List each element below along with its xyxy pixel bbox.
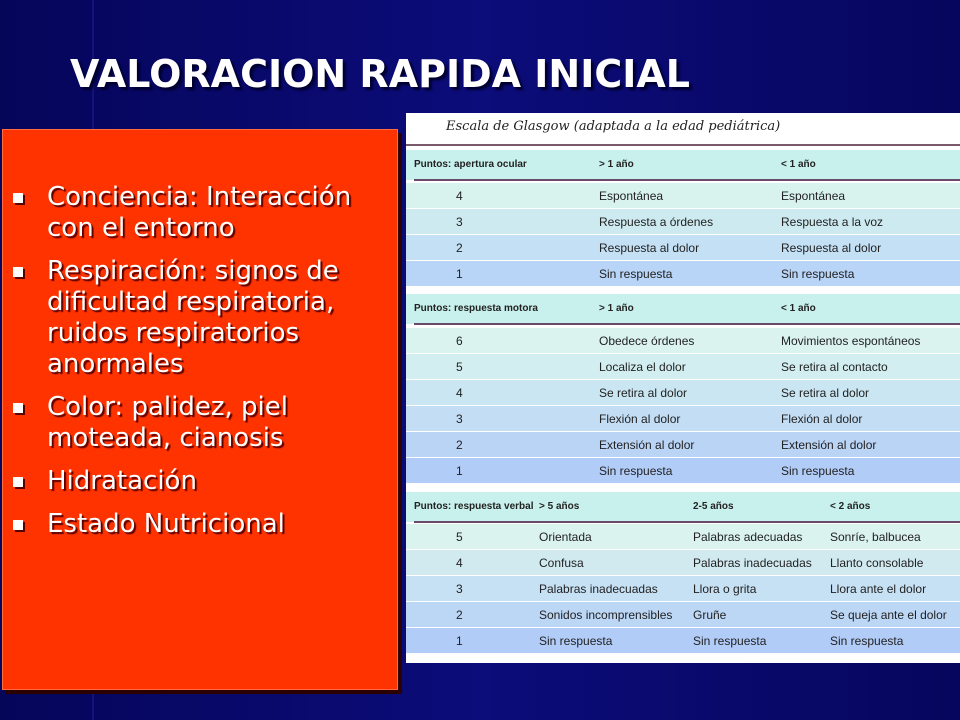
bullet-item — [3, 466, 395, 497]
response-cell: Obedece órdenes — [599, 334, 695, 348]
table-row — [406, 405, 960, 431]
bullet-square-icon — [13, 403, 23, 413]
column-header: Puntos: respuesta verbal — [414, 501, 534, 512]
score-cell: 4 — [456, 189, 463, 203]
table-row — [406, 260, 960, 286]
glasgow-scale-table — [406, 113, 960, 663]
response-cell: Localiza el dolor — [599, 360, 686, 374]
response-cell: Sonidos incomprensibles — [539, 608, 673, 622]
score-cell: 2 — [456, 608, 463, 622]
response-cell: Se retira al contacto — [781, 360, 888, 374]
response-cell: Palabras inadecuadas — [539, 582, 658, 596]
score-cell: 5 — [456, 360, 463, 374]
bullet-text: Estado Nutricional — [47, 509, 285, 539]
bullet-text: Conciencia: Interacción con el entorno — [47, 182, 352, 243]
table-row — [406, 353, 960, 379]
response-cell: Se retira al dolor — [781, 386, 870, 400]
table-row — [406, 457, 960, 483]
bullet-square-icon — [13, 193, 23, 203]
table-row — [406, 208, 960, 234]
column-header: < 1 año — [781, 159, 816, 170]
bullet-square-icon — [13, 267, 23, 277]
response-cell: Respuesta a la voz — [781, 215, 884, 229]
response-cell: Espontánea — [599, 189, 664, 203]
response-cell: Extensión al dolor — [599, 438, 695, 452]
header-rule — [414, 323, 960, 325]
response-cell: Respuesta al dolor — [781, 241, 882, 255]
response-cell: Sonríe, balbucea — [830, 530, 921, 544]
response-cell: Sin respuesta — [830, 634, 904, 648]
score-cell: 3 — [456, 412, 463, 426]
response-cell: Sin respuesta — [539, 634, 613, 648]
glasgow-top-rule — [406, 144, 960, 146]
response-cell: Sin respuesta — [599, 267, 673, 281]
header-rule — [414, 179, 960, 181]
response-cell: Confusa — [539, 556, 584, 570]
bullet-item — [3, 182, 395, 244]
column-header: < 1 año — [781, 303, 816, 314]
table-row — [406, 182, 960, 208]
response-cell: Respuesta al dolor — [599, 241, 700, 255]
score-cell: 3 — [456, 215, 463, 229]
score-cell: 6 — [456, 334, 463, 348]
score-cell: 3 — [456, 582, 463, 596]
bullet-item — [3, 392, 395, 454]
column-header: 2-5 años — [693, 501, 734, 512]
table-row — [406, 601, 960, 627]
bullet-text: Respiración: signos de dificultad respiratoria, ruidos respiratorios anormales — [47, 256, 339, 379]
score-cell: 2 — [456, 241, 463, 255]
response-cell: Orientada — [539, 530, 592, 544]
score-cell: 5 — [456, 530, 463, 544]
glasgow-title: Escala de Glasgow (adaptada a la edad pediátrica) — [446, 119, 781, 134]
response-cell: Palabras adecuadas — [693, 530, 803, 544]
response-cell: Gruñe — [693, 608, 727, 622]
column-header: > 1 año — [599, 303, 634, 314]
score-cell: 1 — [456, 634, 463, 648]
table-row — [406, 327, 960, 353]
column-header: > 5 años — [539, 501, 580, 512]
score-cell: 4 — [456, 386, 463, 400]
column-header: > 1 año — [599, 159, 634, 170]
bullet-panel — [2, 129, 398, 690]
table-row — [406, 234, 960, 260]
section-header — [406, 150, 960, 180]
bullet-item — [3, 256, 395, 380]
bullet-text: Hidratación — [47, 466, 197, 496]
response-cell: Sin respuesta — [781, 267, 855, 281]
score-cell: 1 — [456, 464, 463, 478]
bullet-square-icon — [13, 477, 23, 487]
response-cell: Movimientos espontáneos — [781, 334, 921, 348]
bullet-list — [3, 182, 395, 552]
score-cell: 2 — [456, 438, 463, 452]
response-cell: Llanto consolable — [830, 556, 924, 570]
bullet-item — [3, 509, 395, 540]
response-cell: Flexión al dolor — [781, 412, 863, 426]
section-header — [406, 492, 960, 522]
response-cell: Palabras inadecuadas — [693, 556, 812, 570]
column-header: < 2 años — [830, 501, 871, 512]
table-row — [406, 523, 960, 549]
response-cell: Sin respuesta — [781, 464, 855, 478]
table-row — [406, 549, 960, 575]
score-cell: 4 — [456, 556, 463, 570]
bullet-text: Color: palidez, piel moteada, cianosis — [47, 392, 288, 453]
section-header — [406, 294, 960, 324]
response-cell: Respuesta a órdenes — [599, 215, 714, 229]
table-row — [406, 575, 960, 601]
table-row — [406, 431, 960, 457]
column-header: Puntos: apertura ocular — [414, 159, 527, 170]
response-cell: Llora o grita — [693, 582, 757, 596]
table-row — [406, 627, 960, 653]
response-cell: Espontánea — [781, 189, 846, 203]
response-cell: Se retira al dolor — [599, 386, 688, 400]
response-cell: Sin respuesta — [599, 464, 673, 478]
bullet-square-icon — [13, 520, 23, 530]
response-cell: Flexión al dolor — [599, 412, 681, 426]
response-cell: Extensión al dolor — [781, 438, 877, 452]
table-row — [406, 379, 960, 405]
response-cell: Se queja ante el dolor — [830, 608, 947, 622]
response-cell: Sin respuesta — [693, 634, 767, 648]
column-header: Puntos: respuesta motora — [414, 303, 538, 314]
slide-title: VALORACION RAPIDA INICIAL — [70, 52, 691, 96]
score-cell: 1 — [456, 267, 463, 281]
response-cell: Llora ante el dolor — [830, 582, 927, 596]
